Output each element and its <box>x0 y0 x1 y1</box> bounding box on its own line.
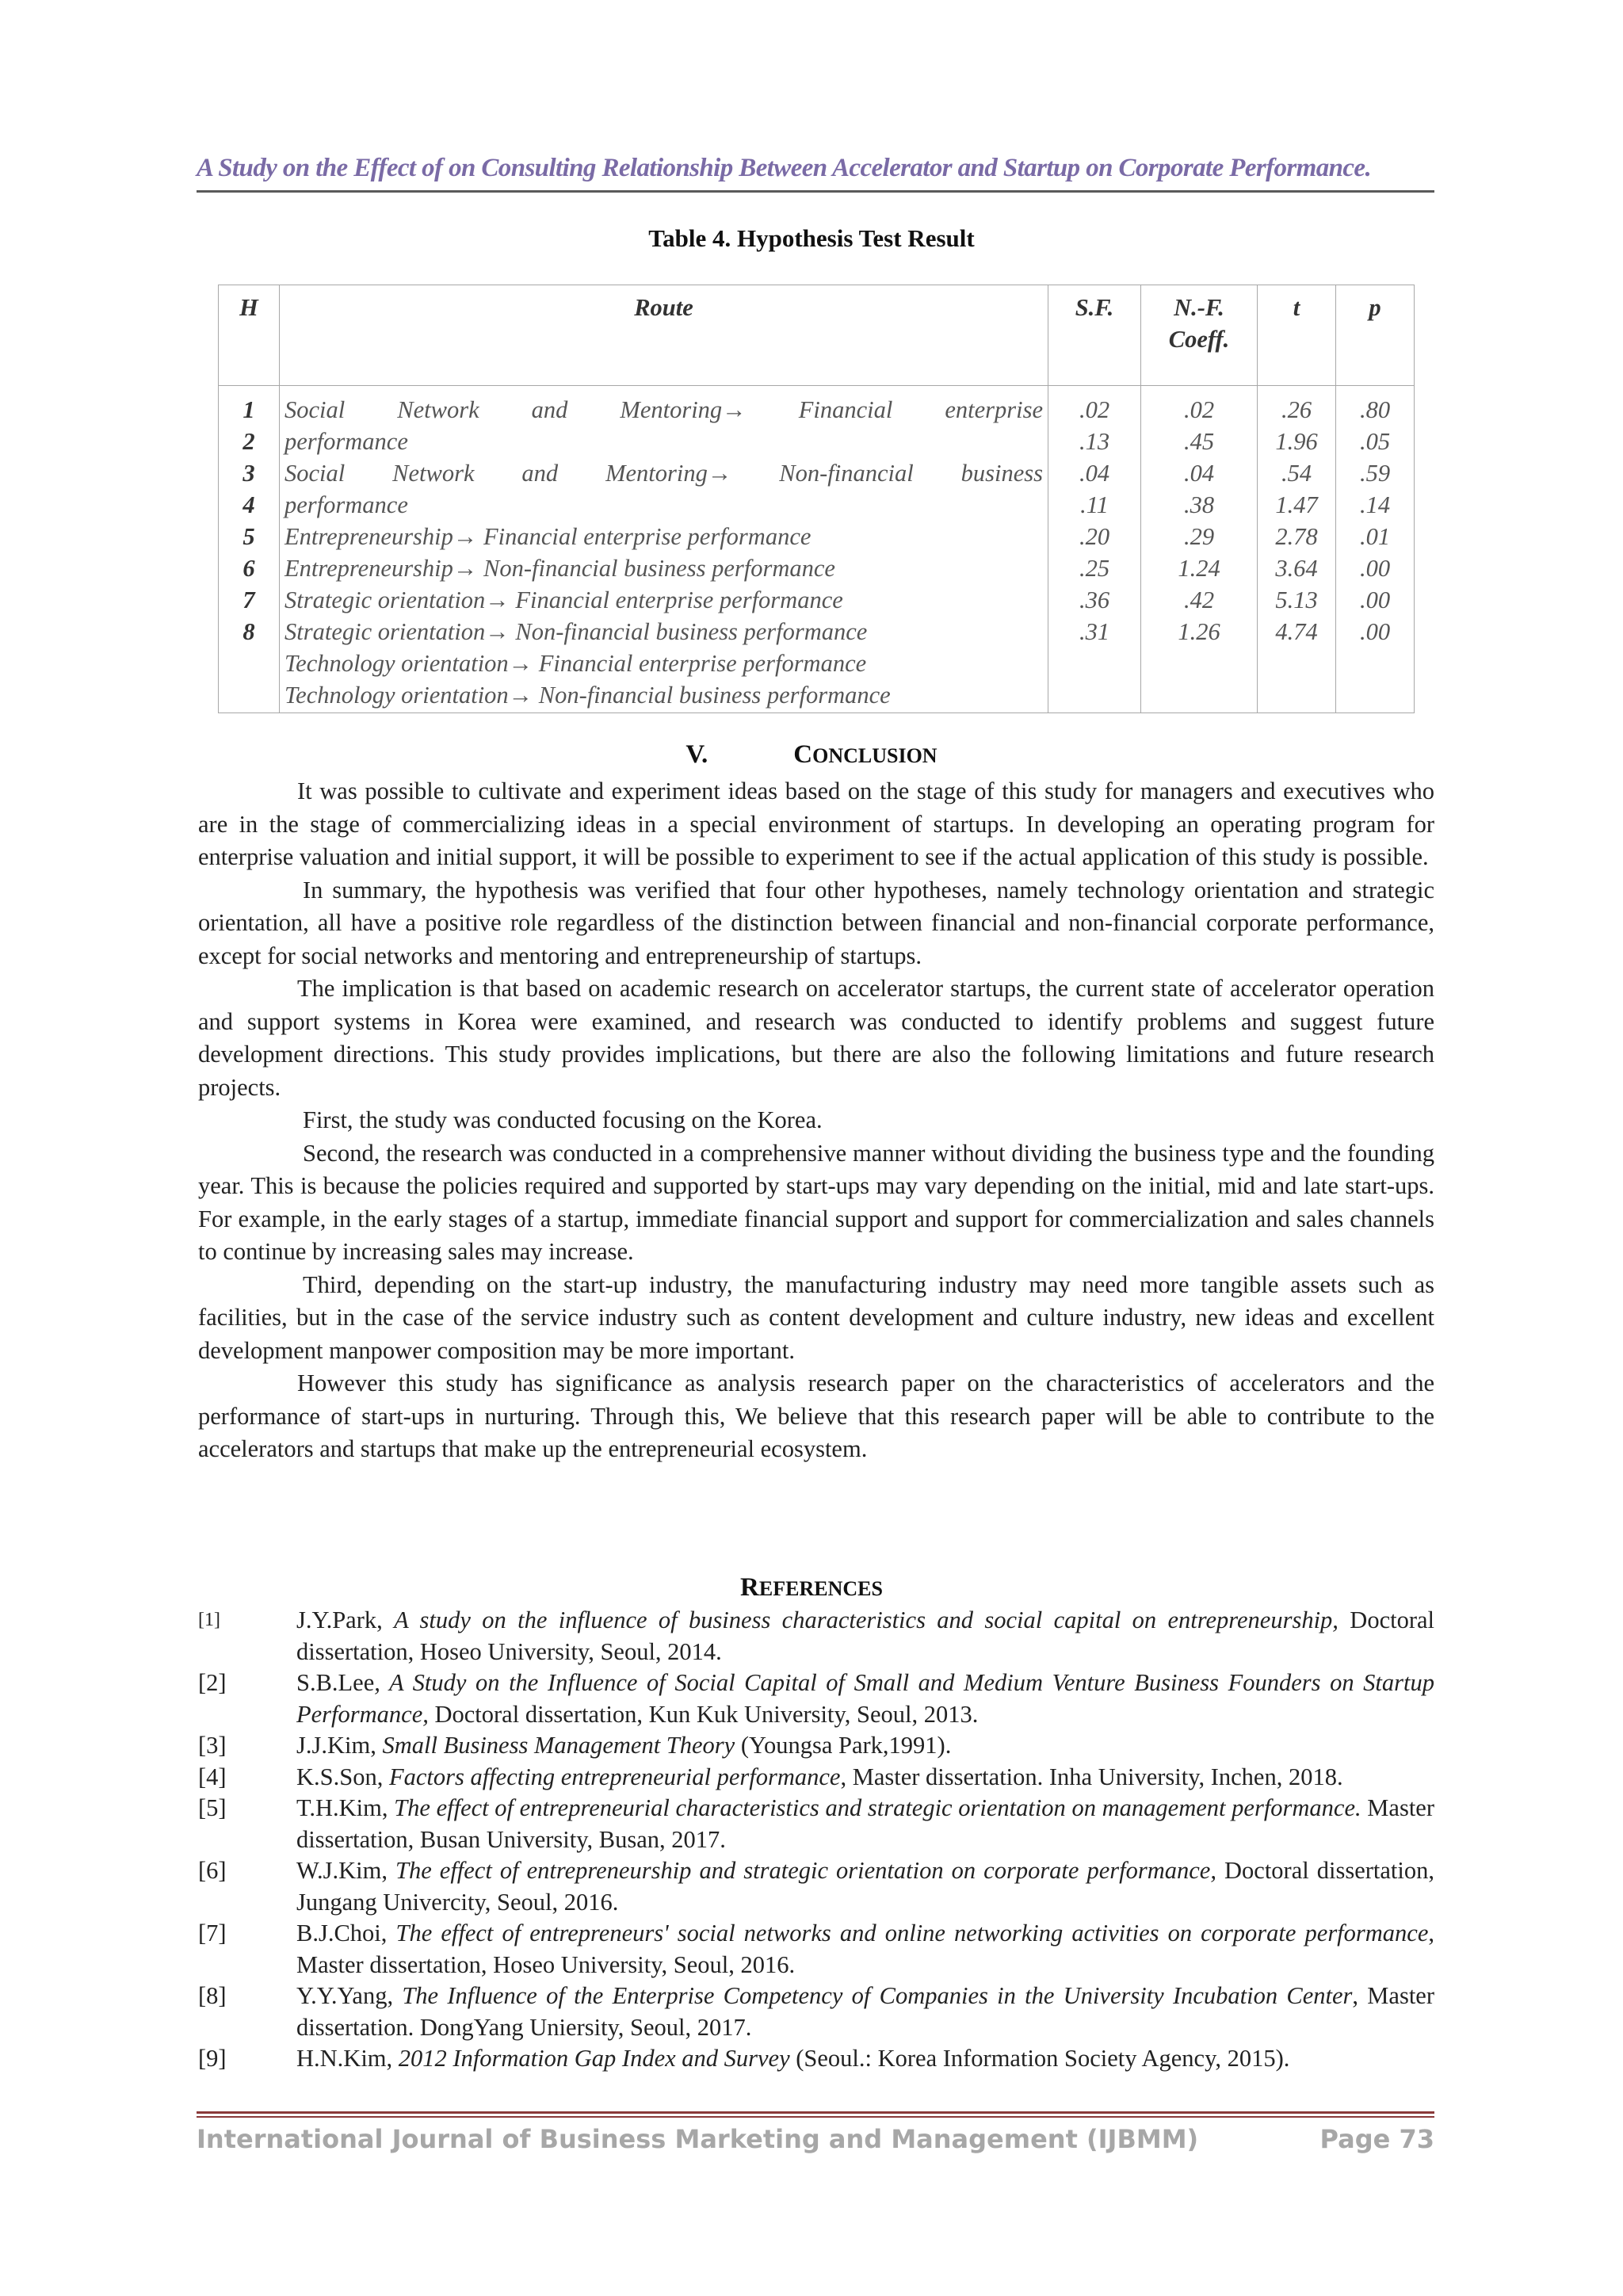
sf-value: .04 <box>1079 460 1110 487</box>
reference-title: A study on the influence of business characteristics and social capital on entrepreneurship, <box>394 1606 1338 1633</box>
references-title-rest: EFERENCES <box>758 1577 883 1600</box>
route-line: Entrepreneurship→ Non-financial business performance <box>285 555 835 582</box>
nf-value: 1.26 <box>1178 618 1220 645</box>
h-value: 7 <box>242 586 255 613</box>
route-line: Entrepreneurship→ Financial enterprise performance <box>285 523 812 550</box>
h-value: 2 <box>242 428 255 455</box>
reference-item <box>198 1981 1434 2043</box>
sf-value: .20 <box>1079 523 1110 550</box>
h-value: 1 <box>242 396 255 423</box>
reference-number: [4] <box>198 1763 227 1790</box>
p-column <box>1336 386 1415 713</box>
reference-author: S.B.Lee <box>296 1669 375 1696</box>
nf-value: .04 <box>1183 460 1215 487</box>
h-value: 5 <box>242 523 255 550</box>
header-sf: S.F. <box>1048 285 1141 386</box>
header-nf-line1: N.-F. <box>1174 294 1224 321</box>
header-h: H <box>219 285 280 386</box>
reference-title: Small Business Management Theory <box>382 1732 735 1759</box>
route-line: Social Network and Mentoring→ Financial enterprise <box>285 396 1043 423</box>
t-column <box>1258 386 1336 713</box>
section-number: V. <box>685 740 708 769</box>
nf-value: .42 <box>1183 586 1215 613</box>
paragraph: The implication is that based on academic research on accelerator startups, the current state of accelerator operation and support systems in Korea were examined, and research was conducted to identify problems and suggest future development directions. This study provides implications, but there are also the following limitations and future research projects. <box>198 975 1434 1101</box>
reference-text <box>296 1981 1434 2043</box>
sf-column <box>1048 386 1141 713</box>
header-rule <box>197 190 1434 193</box>
page-number: Page 73 <box>1319 2124 1434 2154</box>
reference-details: Doctoral dissertation, Jungang Univercity, Seoul, 2016. <box>296 1857 1434 1916</box>
reference-number: [2] <box>198 1669 227 1696</box>
reference-details: , Master dissertation. DongYang Uniersity, Seoul, 2017. <box>296 1982 1434 2041</box>
reference-details: (Youngsa Park,1991). <box>735 1732 952 1759</box>
reference-title: The effect of entrepreneurial characteristics and strategic orientation on management performance. <box>394 1794 1361 1821</box>
header-t: t <box>1258 285 1336 386</box>
sf-value: .11 <box>1080 491 1109 518</box>
route-line: Strategic orientation→ Non-financial business performance <box>285 618 868 645</box>
t-value: .54 <box>1281 460 1312 487</box>
reference-number: [8] <box>198 1982 227 2009</box>
section-title-rest: ONCLUSION <box>812 744 938 767</box>
reference-item <box>198 1762 1434 1794</box>
reference-title: Factors affecting entrepreneurial performance <box>388 1763 841 1790</box>
nf-value: .45 <box>1183 428 1215 455</box>
reference-text <box>296 1918 1434 1981</box>
reference-author: J.Y.Park, <box>296 1606 395 1633</box>
p-value: .00 <box>1359 586 1391 613</box>
reference-item <box>198 1668 1434 1730</box>
reference-details: , Master dissertation. Inha University, Inchen, 2018. <box>840 1763 1343 1790</box>
header-nf <box>1141 285 1258 386</box>
sf-value: .02 <box>1079 396 1110 423</box>
t-value: 3.64 <box>1275 555 1318 582</box>
reference-title: , A Study on the Influence of Social Capital of Small and Medium Venture Business Founders on Startup Performance, <box>296 1669 1434 1728</box>
t-value: 5.13 <box>1275 586 1318 613</box>
reference-author: K.S.Son, <box>296 1763 389 1790</box>
reference-item <box>198 2043 1434 2075</box>
footer-rule-thin <box>197 2116 1434 2118</box>
reference-details: , Master dissertation, Hoseo University, Seoul, 2016. <box>296 1920 1435 1978</box>
page-footer <box>197 2124 1434 2154</box>
paragraph: It was possible to cultivate and experiment ideas based on the stage of this study for managers and executives who are in the stage of commercializing ideas in a special environment of startups. In developing an operating program for enterprise valuation and initial support, it will be possible to experiment to see if the actual application of this study is possible. <box>198 777 1434 870</box>
header-p: p <box>1336 285 1415 386</box>
header-nf-line2: Coeff. <box>1168 326 1230 353</box>
reference-text <box>296 1855 1434 1918</box>
h-value: 4 <box>242 491 255 518</box>
route-line: Technology orientation→ Non-financial business performance <box>285 682 891 709</box>
nf-column <box>1141 386 1258 713</box>
reference-number: [9] <box>198 2045 227 2072</box>
h-value: 3 <box>242 460 255 487</box>
paragraph: Third, depending on the start-up industry, the manufacturing industry may need more tangible assets such as facilities, but in the case of the service industry such as content development and culture industry, new ideas and excellent development manpower composition may be more important. <box>198 1270 1434 1364</box>
reference-details: (Seoul.: Korea Information Society Agency, 2015). <box>789 2045 1290 2072</box>
route-column <box>280 386 1048 713</box>
reference-details: Doctoral dissertation, Hoseo University, Seoul, 2014. <box>296 1606 1434 1665</box>
h-value: 8 <box>242 618 255 645</box>
reference-item <box>198 1918 1434 1981</box>
sf-value: .25 <box>1079 555 1110 582</box>
nf-value: .02 <box>1183 396 1215 423</box>
sf-value: .13 <box>1079 428 1110 455</box>
t-value: 4.74 <box>1275 618 1318 645</box>
reference-title: The effect of entrepreneurs' social networks and online networking activities on corporate performance <box>395 1920 1429 1946</box>
journal-name: International Journal of Business Marketing and Management (IJBMM) <box>197 2124 1199 2154</box>
p-value: .14 <box>1359 491 1391 518</box>
h-value: 6 <box>242 555 255 582</box>
t-value: 1.47 <box>1275 491 1318 518</box>
reference-details: Master dissertation, Busan University, Busan, 2017. <box>296 1794 1435 1853</box>
paragraph: First, the study was conducted focusing on the Korea. <box>303 1106 823 1133</box>
reference-number: [5] <box>198 1794 227 1821</box>
table-body-row <box>219 386 1415 713</box>
reference-details: Doctoral dissertation, Kun Kuk University, Seoul, 2013. <box>428 1700 979 1728</box>
reference-author: T.H.Kim, <box>296 1794 395 1821</box>
route-line: performance <box>285 428 408 455</box>
header-route: Route <box>280 285 1048 386</box>
table-caption: Table 4. Hypothesis Test Result <box>648 224 975 252</box>
route-line: performance <box>285 491 408 518</box>
reference-title: 2012 Information Gap Index and Survey <box>398 2045 790 2072</box>
t-value: 2.78 <box>1275 523 1318 550</box>
hypothesis-table <box>218 285 1415 713</box>
h-column <box>219 386 280 713</box>
references-list <box>198 1605 1434 2075</box>
reference-text <box>296 2043 1434 2075</box>
reference-title: The Influence of the Enterprise Competency of Companies in the University Incubation Center <box>402 1982 1353 2009</box>
route-line: Strategic orientation→ Financial enterprise performance <box>285 586 843 613</box>
reference-text <box>296 1605 1434 1668</box>
reference-number: [1] <box>198 1610 220 1630</box>
nf-value: .38 <box>1183 491 1215 518</box>
reference-author: J.J.Kim, <box>296 1732 383 1759</box>
reference-number: [3] <box>198 1732 227 1759</box>
p-value: .00 <box>1359 618 1391 645</box>
reference-text <box>296 1668 1434 1730</box>
reference-author: B.J.Choi, <box>296 1920 396 1946</box>
reference-number: [7] <box>198 1920 227 1946</box>
reference-author: H.N.Kim, <box>296 2045 399 2072</box>
sf-value: .31 <box>1079 618 1110 645</box>
reference-title: The effect of entrepreneurship and strategic orientation on corporate performance, <box>395 1857 1216 1884</box>
p-value: .05 <box>1359 428 1391 455</box>
route-line: Technology orientation→ Financial enterprise performance <box>285 650 867 677</box>
references-heading <box>0 1573 1623 1603</box>
running-title: A Study on the Effect of on Consulting Relationship Between Accelerator and Startup on Corporate Performance. <box>197 154 1372 182</box>
footer-rule <box>197 2111 1434 2114</box>
paragraph: Second, the research was conducted in a comprehensive manner without dividing the business type and the founding year. This is because the policies required and supported by start-ups may vary depending on the initial, mid and late start-ups. For example, in the early stages of a startup, immediate financial support and support for commercialization and sales channels to continue by increasing sales may increase. <box>198 1139 1434 1265</box>
reference-number: [6] <box>198 1857 227 1884</box>
sf-value: .36 <box>1079 586 1110 613</box>
table-header-row <box>219 285 1415 386</box>
p-value: .01 <box>1359 523 1391 550</box>
p-value: .59 <box>1359 460 1391 487</box>
paragraph: In summary, the hypothesis was verified that four other hypotheses, namely technology orientation and strategic orientation, all have a positive role regardless of the distinction between financial and non-financial corporate performance, except for social networks and mentoring and entrepreneurship of startups. <box>198 876 1434 969</box>
reference-item <box>198 1605 1434 1668</box>
references-title-initial: R <box>740 1573 759 1602</box>
conclusion-body <box>198 775 1434 1466</box>
reference-item <box>198 1793 1434 1855</box>
reference-author: Y.Y.Yang, <box>296 1982 403 2009</box>
reference-author: W.J.Kim, <box>296 1857 395 1884</box>
t-value: 1.96 <box>1275 428 1318 455</box>
reference-text <box>296 1730 1434 1762</box>
conclusion-heading <box>0 740 1623 770</box>
reference-item <box>198 1730 1434 1762</box>
reference-text <box>296 1762 1434 1794</box>
route-line: Social Network and Mentoring→ Non-financial business <box>285 460 1043 487</box>
reference-text <box>296 1793 1434 1855</box>
nf-value: .29 <box>1183 523 1215 550</box>
t-value: .26 <box>1281 396 1312 423</box>
paragraph: However this study has significance as analysis research paper on the characteristics of accelerators and the performance of start-ups in nurturing. Through this, We believe that this research paper will be able to contribute to the accelerators and startups that make up the entrepreneurial ecosystem. <box>198 1370 1434 1462</box>
reference-item <box>198 1855 1434 1918</box>
p-value: .80 <box>1359 396 1391 423</box>
section-title-initial: C <box>793 740 813 769</box>
p-value: .00 <box>1359 555 1391 582</box>
nf-value: 1.24 <box>1178 555 1220 582</box>
